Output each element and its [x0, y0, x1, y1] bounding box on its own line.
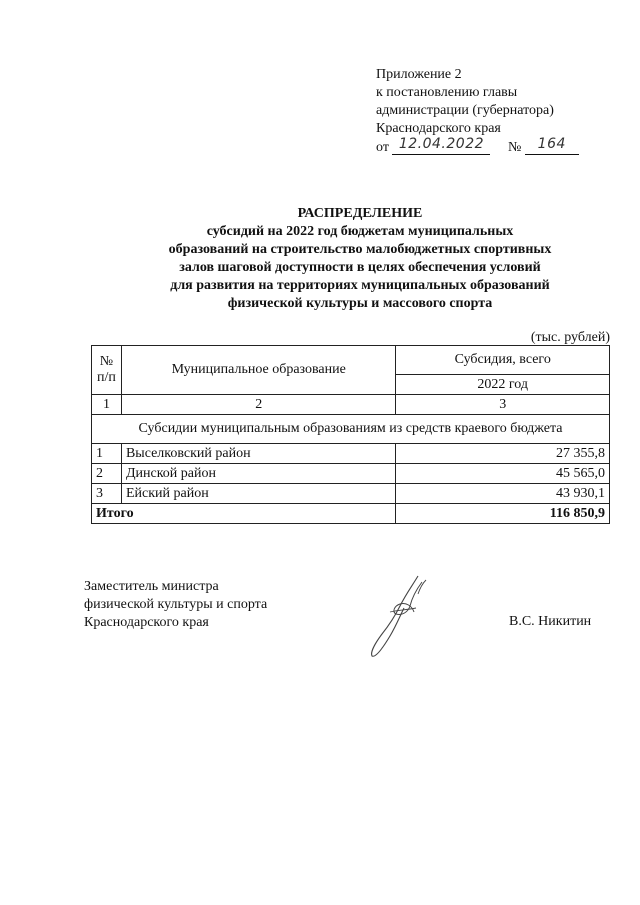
row-value: 45 565,0	[396, 464, 610, 484]
distribution-table	[91, 345, 610, 524]
appendix-line: Краснодарского края	[376, 121, 501, 136]
row-name: Ейский район	[121, 484, 395, 504]
row-num: 3	[92, 484, 122, 504]
header-num: № п/п	[92, 346, 122, 395]
signer-line: Краснодарского края	[84, 615, 209, 630]
total-label: Итого	[92, 504, 396, 524]
table-header-row	[92, 346, 610, 375]
row-value: 27 355,8	[396, 444, 610, 464]
signature-image	[360, 572, 440, 662]
title-line: физической культуры и массового спорта	[227, 296, 493, 311]
number-value: 164	[537, 136, 566, 152]
column-number: 3	[396, 395, 610, 415]
table-row	[92, 464, 610, 484]
row-name: Динской район	[121, 464, 395, 484]
header-subsidy-total: Субсидия, всего	[396, 346, 610, 375]
document-title	[60, 205, 640, 313]
header-year: 2022 год	[396, 375, 610, 395]
total-value: 116 850,9	[396, 504, 610, 524]
table-row	[92, 444, 610, 464]
section-row	[92, 415, 610, 444]
unit-label: (тыс. рублей)	[530, 330, 610, 345]
title-heading: РАСПРЕДЕЛЕНИЕ	[297, 206, 423, 221]
appendix-line: Приложение 2	[376, 67, 462, 82]
appendix-line: администрации (губернатора)	[376, 103, 554, 118]
appendix-date-line	[376, 138, 579, 157]
date-field	[392, 138, 490, 155]
title-line: для развития на территориях муниципальных образований	[170, 278, 550, 293]
number-prefix: №	[507, 140, 522, 155]
header-municipality: Муниципальное образование	[121, 346, 395, 395]
appendix-line: к постановлению главы	[376, 85, 518, 100]
date-value: 12.04.2022	[398, 136, 485, 152]
signer-name: В.С. Никитин	[509, 614, 592, 629]
title-line: образований на строительство малобюджетных спортивных	[168, 242, 552, 257]
signer-line: Заместитель министра	[84, 579, 219, 594]
title-line: залов шаговой доступности в целях обеспечения условий	[179, 260, 541, 275]
table-row	[92, 484, 610, 504]
column-number: 1	[92, 395, 122, 415]
column-number: 2	[121, 395, 395, 415]
title-line: субсидий на 2022 год бюджетам муниципальных	[206, 224, 514, 239]
row-name: Выселковский район	[121, 444, 395, 464]
signer-line: физической культуры и спорта	[84, 597, 268, 612]
row-num: 1	[92, 444, 122, 464]
signer-block	[84, 578, 267, 632]
column-number-row	[92, 395, 610, 415]
total-row	[92, 504, 610, 524]
section-title: Субсидии муниципальным образованиям из средств краевого бюджета	[92, 415, 610, 444]
number-field	[525, 138, 579, 155]
appendix-block	[376, 66, 579, 157]
date-prefix: от	[376, 140, 389, 155]
row-num: 2	[92, 464, 122, 484]
row-value: 43 930,1	[396, 484, 610, 504]
